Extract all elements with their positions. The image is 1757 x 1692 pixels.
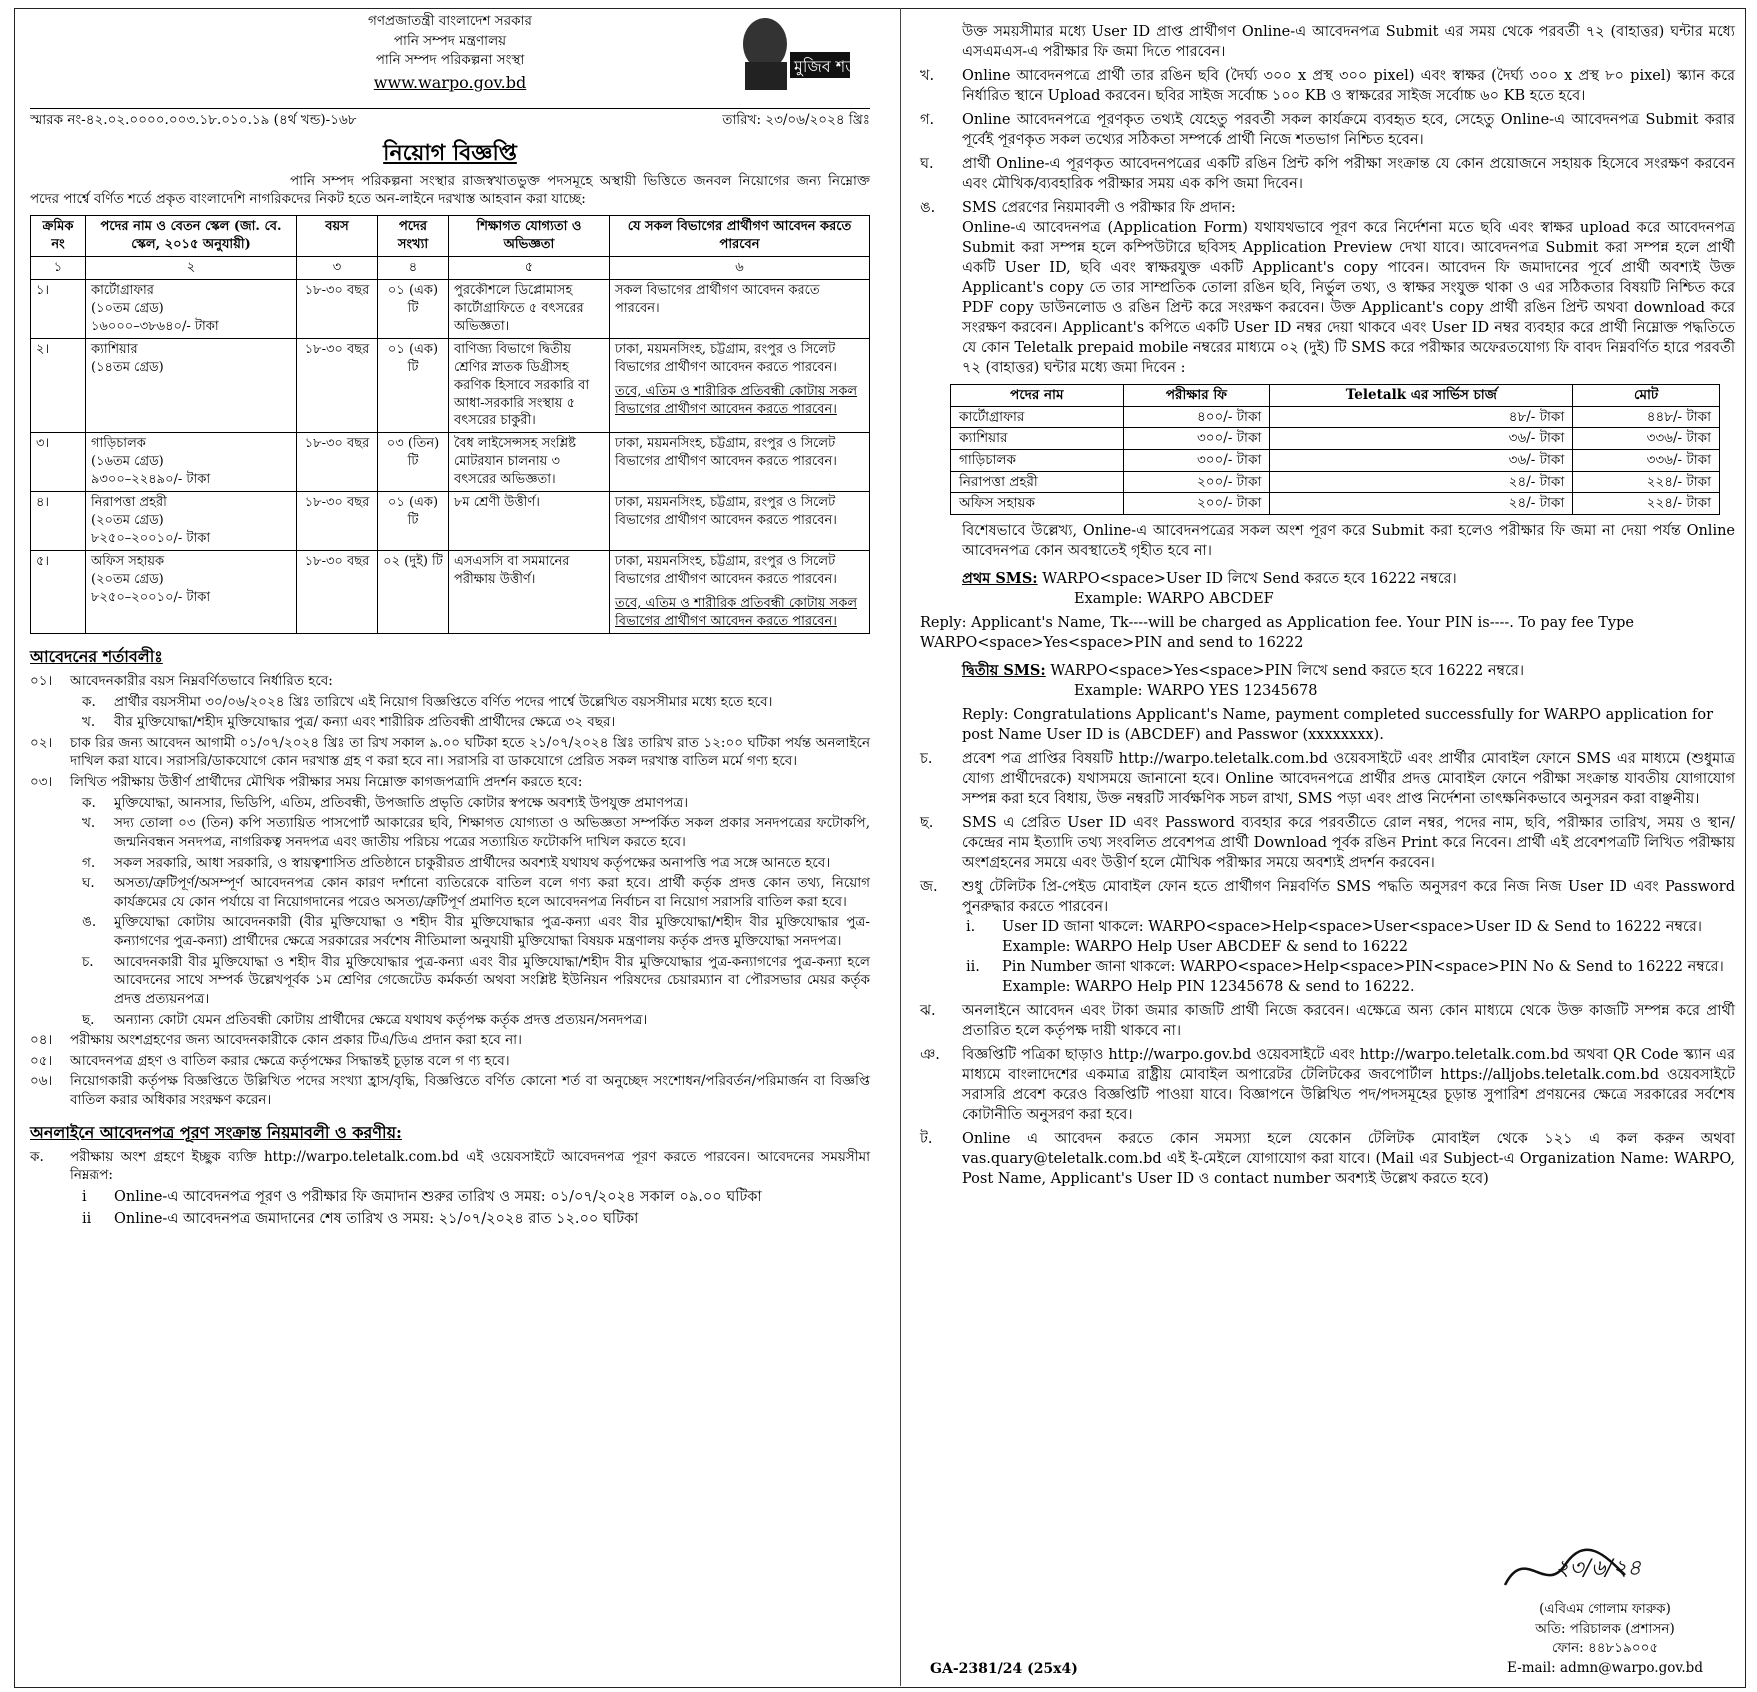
condition-subitem xyxy=(82,794,870,813)
post-scale: ৮২৫০–২০০১০/- টাকা xyxy=(91,589,211,605)
condition-item xyxy=(30,734,870,771)
condition-subitem xyxy=(82,874,870,911)
fee-service: ৪৮/- টাকা xyxy=(1270,406,1573,428)
memo-date: তারিখ: ২৩/০৬/২০২৪ খ্রিঃ xyxy=(722,111,870,128)
item-letter: ছ. xyxy=(920,814,934,831)
condition-item xyxy=(30,1052,870,1071)
subitem-letter: ঙ. xyxy=(82,914,97,931)
first-sms-text: WARPO<space>User ID লিখে Send করতে হবে 16222 নম্বরে। xyxy=(1042,570,1457,587)
row-divisions: ঢাকা, ময়মনসিংহ, চট্টগ্রাম, রংপুর ও সিলেট বিভাগের প্রার্থীগণ আবেদন করতে পারবেন। xyxy=(610,492,870,551)
col-number: ৬ xyxy=(610,256,870,279)
post-grade: (১৪তম গ্রেড) xyxy=(91,359,164,375)
condition-subitem xyxy=(82,693,870,712)
subitem-letter: i xyxy=(82,1188,87,1205)
row-divisions xyxy=(610,551,870,634)
row-divisions: সকল বিভাগের প্রার্থীগণ আবেদন করতে পারবেন। xyxy=(610,279,870,338)
recover-userid xyxy=(966,917,1735,957)
intro-paragraph: পানি সম্পদ পরিকল্পনা সংস্থার রাজস্বখাতভুক্ত পদসমূহে অস্থায়ী ভিত্তিতে জনবল নিয়োগের জন্য নিম্নোক্ত পদের পার্শ্বে বর্ণিত শর্তে প্রকৃত বাংলাদেশি নাগরিকদের নিকট হতে অন-লাইনে দরখাস্ত আহবান করা যাচ্ছে: xyxy=(30,172,870,208)
table-row xyxy=(31,551,870,634)
fee-post: কার্টোগ্রাফার xyxy=(951,406,1124,428)
table-row xyxy=(31,338,870,433)
item-number: ০৬। xyxy=(30,1073,53,1090)
col-header: পদের নাম ও বেতন স্কেল (জা. বে. স্কেল, ২০১৫ অনুযায়ী) xyxy=(86,216,297,257)
online-rule-ka xyxy=(30,1148,870,1185)
row-count: ০৩ (তিন) টি xyxy=(378,433,449,492)
fee-post: গাড়িচালক xyxy=(951,449,1124,471)
col-header: পরীক্ষার ফি xyxy=(1123,385,1270,407)
row-sl: ২। xyxy=(31,338,86,433)
signature-date: ২৩/৬/২৪ xyxy=(1555,1556,1642,1581)
subitem-letter: ক. xyxy=(82,693,96,710)
row-qualification: এসএসসি বা সমমানের পরীক্ষায় উত্তীর্ণ। xyxy=(449,551,610,634)
row-divisions xyxy=(610,338,870,433)
right-column xyxy=(920,18,1735,1193)
post-name: কার্টোগ্রাফার xyxy=(91,282,154,298)
recover-userid-text: User ID জানা থাকলে: WARPO<space>Help<space>User<space>User ID & Send to 16222 নম্বরে। xyxy=(1002,918,1702,935)
logo-text: মুজিব শতবর্ষ 100 xyxy=(794,57,911,76)
post-grade: (২০তম গ্রেড) xyxy=(91,571,164,587)
online-rule-i xyxy=(82,1187,870,1207)
table-row xyxy=(31,433,870,492)
condition-subitem xyxy=(82,913,870,950)
row-post xyxy=(86,492,297,551)
row-sl: ৩। xyxy=(31,433,86,492)
fee-total: ৩৩৬/- টাকা xyxy=(1573,428,1720,450)
fee-service: ২৪/- টাকা xyxy=(1270,493,1573,515)
signature-block xyxy=(1500,1600,1710,1678)
signer-email[interactable]: E-mail: admn@warpo.gov.bd xyxy=(1507,1659,1703,1676)
fee-service: ২৪/- টাকা xyxy=(1270,471,1573,493)
row-age: ১৮-৩০ বছর xyxy=(297,551,378,634)
first-sms xyxy=(962,569,1735,609)
item-text: নিয়োগকারী কর্তৃপক্ষ বিজ্ঞপ্তিতে উল্লিখিত পদের সংখ্যা হ্রাস/বৃদ্ধি, বিজ্ঞপ্তিতে বর্ণিত কোনো শর্ত বা অনুচ্ছেদ সংশোধন/পরিবর্তন/পরিমার্জন বা বিজ্ঞপ্তি বাতিল করার অধিকার সংরক্ষণ করেন। xyxy=(70,1073,870,1108)
recover-userid-example: Example: WARPO Help User ABCDEF & send to 16222 xyxy=(1002,938,1408,955)
row-count: ০১ (এক) টি xyxy=(378,338,449,433)
row-age: ১৮-৩০ বছর xyxy=(297,338,378,433)
subitem-letter: ii xyxy=(82,1210,92,1227)
row-age: ১৮-৩০ বছর xyxy=(297,279,378,338)
subitem-text: মুক্তিযোদ্ধা কোটায় আবেদনকারী (বীর মুক্তিযোদ্ধা ও শহীদ বীর মুক্তিযোদ্ধার পুত্র-কন্যা এবং বীর মুক্তিযোদ্ধা/শহীদ বীর মুক্তিযোদ্ধার পুত্র-কন্যাগণের পুত্র-কন্যা) প্রার্থীদের ক্ষেত্রে সরকারের সর্বশেষ নীতিমালা অনুযায়ী মুক্তিযোদ্ধা বিষয়ক মন্ত্রণালয় কর্তৃক প্রদত্ত মুক্তিযোদ্ধা সনদপত্র। xyxy=(114,914,870,949)
row-count: ০১ (এক) টি xyxy=(378,279,449,338)
table-row xyxy=(951,428,1720,450)
item-number: ০৫। xyxy=(30,1052,53,1069)
header-website[interactable]: www.warpo.gov.bd xyxy=(373,72,527,92)
item-text: SMS এ প্রেরিত User ID এবং Password ব্যবহার করে পরবর্তীতে রোল নম্বর, পদের নাম, ছবি, পরীক্ষার তারিখ, সময় ও স্থান/কেন্দ্রের নাম ইত্যাদি তথ্য সংবলিত প্রবেশপত্র প্রার্থী Download পূর্বক রঙিন Print করে নিবেন। প্রার্থী এই প্রবেশপত্রটি লিখিত পরীক্ষায় অংশগ্রহনের সময়ে এবং উত্তীর্ণ হলে মৌখিক পরীক্ষার সময়ে অবশ্যই প্রদর্শন করবেন। xyxy=(962,814,1735,871)
item-text: উক্ত সময়সীমার মধ্যে User ID প্রাপ্ত প্রার্থীগণ Online-এ আবেদনপত্র Submit এর সময় থেকে পরবর্তী ৭২ (বাহাত্তর) ঘন্টার মধ্যে এসএমএস-এ পরীক্ষার ফি জমা দিতে পারবেন। xyxy=(962,24,1735,60)
fee-service: ৩৬/- টাকা xyxy=(1270,428,1573,450)
online-rule-ta xyxy=(920,1129,1735,1189)
col-header: ক্রমিক নং xyxy=(31,216,86,257)
item-text: বিজ্ঞপ্তিটি পত্রিকা ছাড়াও http://warpo.gov.bd ওয়েবসাইটে এবং http://warpo.teletalk.com.bd অথবা QR Code স্ক্যান এর মাধ্যমে বাংলাদেশের একমাত্র রাষ্ট্রীয় মোবাইল অপারেটর টেলিটকের জবপোর্টাল https://alljobs.teletalk.com.bd ওয়েবসাইটে সরাসরি প্রবেশ করেও বিজ্ঞপ্তিটি পাওয়া যাবে। বিজ্ঞাপনে উল্লিখিত পদ/পদসমূহের চূড়ান্ত সুপারিশ প্রণয়নের ক্ষেত্রে সরকারের সর্বশেষ কোটানীতি অনুসরণ করা হবে। xyxy=(962,1046,1735,1123)
post-scale: ৮২৫০–২০০১০/- টাকা xyxy=(91,531,211,547)
col-header: Teletalk এর সার্ভিস চার্জ xyxy=(1270,385,1573,407)
subitem-text: মুক্তিযোদ্ধা, আনসার, ভিডিপি, এতিম, প্রতিবন্ধী, উপজাতি প্রভৃতি কোটার স্বপক্ষে অবশ্যই উপযুক্ত প্রমাণপত্র। xyxy=(114,794,689,811)
fee-exam: ২০০/- টাকা xyxy=(1123,471,1270,493)
fee-post: অফিস সহায়ক xyxy=(951,493,1124,515)
post-scale: ১৬০০০–৩৮৬৪০/- টাকা xyxy=(91,318,219,334)
reply-1: Reply: Applicant's Name, Tk----will be charged as Application fee. Your PIN is----. To pay fee Type WARPO<space>Yes<space>PIN and send to 16222 xyxy=(920,614,1634,651)
item-letter: ঘ. xyxy=(920,156,934,172)
jobs-table-header xyxy=(31,216,870,257)
item-text: আবেদনপত্র গ্রহণ ও বাতিল করার ক্ষেত্রে কর্তৃপক্ষের সিদ্ধান্তই চূড়ান্ত বলে গ ণ্য হবে। xyxy=(70,1052,510,1069)
reply-2: Reply: Congratulations Applicant's Name, payment completed successfully for WARPO application for post Name User ID is (ABCDEF) and Passwor (xxxxxxxx). xyxy=(962,706,1714,743)
item-number: ০৪। xyxy=(30,1032,53,1049)
post-grade: (১০তম গ্রেড) xyxy=(91,300,164,316)
subitem-text: আবেদনকারী বীর মুক্তিযোদ্ধা ও শহীদ বীর মুক্তিযোদ্ধার পুত্র-কন্যা এবং বীর মুক্তিযোদ্ধা/শহীদ বীর মুক্তিযোদ্ধার পুত্র-কন্যাগণের পুত্র-কন্যা হলে আবেদনের সাথে সম্পর্ক উল্লেখপূর্বক ১ম শ্রেণির গেজেটেড কর্মকর্তা অথবা সংশ্লিষ্ট ইউনিয়ন পরিষদের চেয়ারম্যান বা পৌরসভার মেয়র কর্তৃক প্রদত্ত প্রত্যয়নপত্র। xyxy=(114,953,870,1007)
subitem-text: সদ্য তোলা ০৩ (তিন) কপি সত্যায়িত পাসপোর্ট আকারের ছবি, শিক্ষাগত যোগ্যতা ও অভিজ্ঞতা সম্পর্কিত সকল প্রকার সনদপত্রের ফটোকপি, জন্মনিবন্ধন সনদপত্র, নাগরিকত্ব সনদপত্র এবং জাতীয় পরিচয় পত্রের সত্যায়িত ফটোকপি দাখিল করতে হবে। xyxy=(114,815,870,850)
col-header: বয়স xyxy=(297,216,378,257)
item-number: ০১। xyxy=(30,672,53,689)
item-text: অনলাইনে আবেদন এবং টাকা জমার কাজটি প্রার্থী নিজে করবেন। এক্ষেত্রে অন্য কোন মাধ্যমে থেকে উক্ত কাজটি সম্পন্ন করে প্রার্থী প্রতারিত হলে কর্তৃপক্ষ দায়ী থাকবে না। xyxy=(962,1002,1735,1039)
special-note: বিশেষভাবে উল্লেখ্য, Online-এ আবেদনপত্রের সকল অংশ পূরণ করে Submit করা হলেও পরীক্ষার ফি জমা না দেয়া পর্যন্ত Online আবেদনপত্র কোন অবস্থাতেই গৃহীত হবে না। xyxy=(962,522,1735,559)
header-line-3: পানি সম্পদ পরিকল্পনা সংস্থা xyxy=(375,52,525,69)
col-header: পদের নাম xyxy=(951,385,1124,407)
condition-subitem xyxy=(82,713,870,732)
row-count: ০২ (দুই) টি xyxy=(378,551,449,634)
left-column xyxy=(30,0,911,1231)
table-row xyxy=(31,492,870,551)
post-grade: (২০তম গ্রেড) xyxy=(91,513,164,529)
subitem-letter: ঘ. xyxy=(82,875,95,892)
condition-item xyxy=(30,1031,870,1050)
condition-subitem xyxy=(82,953,870,1009)
signer-phone: ফোন: ৪৪৮১৯০০৫ xyxy=(1551,1640,1659,1657)
subitem-text: সকল সরকারি, আধা সরকারি, ও স্বায়ত্বশাসিত প্রতিষ্ঠানে চাকুরীরত প্রার্থীদের অবশ্যই যথাযথ কর্তৃপক্ষের অনাপত্তি পত্র সঙ্গে আনতে হবে। xyxy=(114,854,831,871)
second-sms xyxy=(962,661,1735,701)
online-rule-ga xyxy=(920,110,1735,150)
item-letter: চ. xyxy=(920,750,933,767)
conditions-title: আবেদনের শর্তাবলীঃ xyxy=(30,646,163,666)
item-letter: ঞ. xyxy=(920,1046,940,1063)
second-sms-label: দ্বিতীয় SMS: xyxy=(962,661,1046,679)
item-letter: ক. xyxy=(30,1148,44,1165)
fee-exam: ৩০০/- টাকা xyxy=(1123,449,1270,471)
item-text: প্রার্থী Online-এ পূরণকৃত আবেদনপত্রের একটি রঙিন প্রিন্ট কপি পরীক্ষা সংক্রান্ত যে কোন প্রয়োজনে সহায়ক হিসেবে সংরক্ষণ করবেন এবং মৌখিক/ব্যবহারিক পরীক্ষার সময় এক কপি জমা দিবেন। xyxy=(962,156,1735,192)
item-letter: ট. xyxy=(920,1130,933,1147)
table-row xyxy=(951,493,1720,515)
division-text: ঢাকা, ময়মনসিংহ, চট্টগ্রাম, রংপুর ও সিলেট বিভাগের প্রার্থীগণ আবেদন করতে পারবেন। xyxy=(615,341,837,375)
row-post xyxy=(86,433,297,492)
post-name: অফিস সহায়ক xyxy=(91,554,165,570)
signer-designation: অতি: পরিচালক (প্রশাসন) xyxy=(1535,1620,1675,1637)
signer-name: (এবিএম গোলাম ফারুক) xyxy=(1539,1601,1671,1617)
row-qualification: ৮ম শ্রেণী উত্তীর্ণ। xyxy=(449,492,610,551)
item-text: আবেদনকারীর বয়স নিম্নবর্ণিতভাবে নির্ধারিত হবে: xyxy=(70,672,333,689)
item-text: প্রবেশ পত্র প্রাপ্তির বিষয়টি http://warpo.teletalk.com.bd ওয়েবসাইটে এবং প্রার্থীর মোবাইল ফোনে SMS এর মাধ্যমে (শুধুমাত্র যোগ্য প্রার্থীদেরকে) যথাসময়ে জানানো হবে। Online আবেদনপত্রে প্রার্থীর প্রদত্ত মোবাইল ফোনে পরীক্ষা সংক্রান্ত যাবতীয় যোগাযোগ সম্পন্ন করা হবে বিধায়, উক্ত নম্বরটি সার্বক্ষণিক সচল রাখা, SMS পড়া এবং প্রাপ্ত নির্দেশনা তাৎক্ষনিকভাবে অনুসরন করা বাঞ্ছনীয়। xyxy=(962,750,1735,807)
page-title: নিয়োগ বিজ্ঞপ্তি xyxy=(383,139,517,166)
online-rule-jha xyxy=(920,1001,1735,1041)
condition-subitem xyxy=(82,814,870,851)
fee-service: ৩৬/- টাকা xyxy=(1270,449,1573,471)
col-header: যে সকল বিভাগের প্রার্থীগণ আবেদন করতে পারবেন xyxy=(610,216,870,257)
row-qualification: বাণিজ্য বিভাগে দ্বিতীয় শ্রেণির স্নাতক ডিগ্রীসহ করণিক হিসাবে সরকারি বা আধা-সরকারি সংস্থায় ৫ বৎসরের চাকুরী। xyxy=(449,338,610,433)
col-number: ২ xyxy=(86,256,297,279)
mujib-borsho-logo xyxy=(720,12,911,92)
condition-subitem xyxy=(82,1011,870,1030)
row-count: ০১ (এক) টি xyxy=(378,492,449,551)
col-number: ৩ xyxy=(297,256,378,279)
table-row xyxy=(951,406,1720,428)
recover-pin-text: Pin Number জানা থাকলে: WARPO<space>Help<space>PIN<space>PIN No & Send to 16222 নম্বরে। xyxy=(1002,958,1724,975)
first-sms-label: প্রথম SMS: xyxy=(962,569,1038,587)
reference-line xyxy=(30,108,870,130)
item-number: ০৩। xyxy=(30,774,53,790)
post-name: গাড়িচালক xyxy=(91,436,146,452)
item-text: লিখিত পরীক্ষায় উত্তীর্ণ প্রার্থীদের মৌখিক পরীক্ষার সময় নিম্নোক্ত কাগজপত্রাদি প্রদর্শন করতে হবে: xyxy=(70,774,583,790)
online-rule-nga xyxy=(920,198,1735,378)
condition-subitem xyxy=(82,854,870,873)
fee-table xyxy=(950,384,1720,515)
row-sl: ১। xyxy=(31,279,86,338)
item-text: পরীক্ষায় অংশগ্রহণের জন্য আবেদনকারীকে কোন প্রকার টিএ/ডিএ প্রদান করা হবে না। xyxy=(70,1032,522,1049)
online-rule-nya xyxy=(920,1045,1735,1125)
header-line-1: গণপ্রজাতন্ত্রী বাংলাদেশ সরকার xyxy=(368,13,532,29)
item-number: ০২। xyxy=(30,734,53,751)
online-rule-cha xyxy=(920,749,1735,809)
fee-exam: ২০০/- টাকা xyxy=(1123,493,1270,515)
item-text: চাক রির জন্য আবেদন আগামী ০১/০৭/২০২৪ খ্রিঃ তা রিখ সকাল ৯.০০ ঘটিকা হতে ২১/০৭/২০২৪ খ্রিঃ তারিখ রাত ১২:০০ ঘটিকা পর্যন্ত অনলাইনে দাখিল করা যাবে। সরাসরি/ডাকযোগে কোন দরখাস্ত গ্রহ ণ করা হবে না। সরাসরি বা ডাকযোগে প্রেরিত সকল দরখাস্ত বাতিল মর্মে গণ্য হবে। xyxy=(70,734,870,770)
col-number: ৪ xyxy=(378,256,449,279)
online-rule-ja xyxy=(920,877,1735,997)
post-name: নিরাপত্তা প্রহরী xyxy=(91,495,167,511)
row-post xyxy=(86,551,297,634)
item-text: Online আবেদনপত্রে প্রার্থী তার রঙিন ছবি (দৈর্ঘ্য ৩০০ x প্রস্থ ৩০০ pixel) এবং স্বাক্ষর (দৈর্ঘ্য ৩০০ x প্রস্থ ৮০ pixel) স্ক্যান করে নির্ধারিত স্থানে Upload করবেন। ছবির সাইজ সর্বোচ্চ ১০০ KB ও স্বাক্ষরের সাইজ সর্বোচ্চ ৬০ KB হতে হবে। xyxy=(962,68,1735,104)
row-sl: ৫। xyxy=(31,551,86,634)
first-sms-example: Example: WARPO ABCDEF xyxy=(1074,590,1274,607)
online-rules-title: অনলাইনে আবেদনপত্র পূরণ সংক্রান্ত নিয়মাবলী ও করণীয়: xyxy=(30,1122,402,1142)
fee-total: ৩৩৬/- টাকা xyxy=(1573,449,1720,471)
item-text: শুধু টেলিটক প্রি-পেইড মোবাইল ফোন হতে প্রার্থীগণ নিম্নবর্ণিত SMS পদ্ধতি অনুসরণ করে নিজ নিজ User ID এবং Password পুনরুদ্ধার করতে পারবেন। xyxy=(962,878,1735,915)
column-divider xyxy=(900,8,901,1686)
condition-item xyxy=(30,672,870,691)
row-age: ১৮-৩০ বছর xyxy=(297,433,378,492)
fee-post: নিরাপত্তা প্রহরী xyxy=(951,471,1124,493)
post-scale: ৯৩০০–২২৪৯০/- টাকা xyxy=(91,472,211,488)
col-header: মোট xyxy=(1573,385,1720,407)
item-letter: ঝ. xyxy=(920,1002,936,1019)
jobs-table xyxy=(30,215,870,634)
condition-item xyxy=(30,1072,870,1109)
subitem-letter: i. xyxy=(966,918,976,935)
quota-note: তবে, এতিম ও শারীরিক প্রতিবন্ধী কোটায় সকল বিভাগের প্রার্থীগণ আবেদন করতে পারবেন। xyxy=(615,383,858,417)
item-letter: জ. xyxy=(920,878,938,895)
row-divisions: ঢাকা, ময়মনসিংহ, চট্টগ্রাম, রংপুর ও সিলেট বিভাগের প্রার্থীগণ আবেদন করতে পারবেন। xyxy=(610,433,870,492)
subitem-text: বীর মুক্তিযোদ্ধা/শহীদ মুক্তিযোদ্ধার পুত্র/ কন্যা এবং শারীরিক প্রতিবন্ধী প্রার্থীদের ক্ষেত্রে ৩২ বছর। xyxy=(114,714,616,731)
subitem-letter: ক. xyxy=(82,794,96,811)
recover-pin xyxy=(966,957,1735,997)
subitem-letter: ii. xyxy=(966,958,980,975)
sms-rules-title: SMS প্রেরণের নিয়মাবলী ও পরীক্ষার ফি প্রদান: xyxy=(962,200,1236,216)
row-sl: ৪। xyxy=(31,492,86,551)
post-name: ক্যাশিয়ার xyxy=(91,341,138,357)
subitem-text: প্রার্থীর বয়সসীমা ৩০/০৬/২০২৪ খ্রিঃ তারিখে এই নিয়োগ বিজ্ঞপ্তিতে বর্ণিত পদের পার্শ্বে উল্লেখিত বয়সসীমার মধ্যে হতে হবে। xyxy=(114,693,773,710)
online-rule-ii xyxy=(82,1209,870,1229)
memo-number: স্মারক নং-৪২.০২.০০০০.০০৩.১৮.০১০.১৯ (৪র্থ খন্ড)-১৬৮ xyxy=(30,111,357,128)
fee-exam: ৪০০/- টাকা xyxy=(1123,406,1270,428)
quota-note: তবে, এতিম ও শারীরিক প্রতিবন্ধী কোটায় সকল বিভাগের প্রার্থীগণ আবেদন করতে পারবেন। xyxy=(615,595,858,629)
subitem-letter: চ. xyxy=(82,953,94,970)
row-qualification: পুরকৌশলে ডিপ্লোমাসহ কার্টোগ্রাফিতে ৫ বৎসরের অভিজ্ঞতা। xyxy=(449,279,610,338)
online-rule-ka-cont xyxy=(920,22,1735,62)
online-rule-gha xyxy=(920,154,1735,194)
subitem-text: অসত্য/ত্রুটিপূর্ণ/অসম্পূর্ণ আবেদনপত্র কোন কারণ দর্শানো ব্যতিরেকে বাতিল বলে গণ্য করা হবে। প্রার্থী কর্তৃক প্রদত্ত কোন তথ্য, নিয়োগ কার্যক্রমের যে কোন পর্যায়ে বা নিয়োগদানের পরেও অসত্য/ত্রুটিপূর্ণ প্রমাণিত হলে আবেদনপত্র নির্বাচন বা নিয়োগ সরাসরি বাতিল করা হবে। xyxy=(114,875,870,910)
subitem-letter: খ. xyxy=(82,815,96,832)
fee-total: ২২৪/- টাকা xyxy=(1573,471,1720,493)
subitem-letter: গ. xyxy=(82,854,96,871)
subitem-text: Online-এ আবেদনপত্র জমাদানের শেষ তারিখ ও সময়: ২১/০৭/২০২৪ রাত ১২.০০ ঘটিকা xyxy=(114,1210,639,1227)
ga-code: GA-2381/24 (25x4) xyxy=(930,1661,1078,1677)
table-row xyxy=(31,279,870,338)
jobs-table-colnums xyxy=(31,256,870,279)
item-letter: গ. xyxy=(920,112,935,128)
second-sms-text: WARPO<space>Yes<space>PIN লিখে send করতে হবে 16222 নম্বরে। xyxy=(1050,662,1525,679)
item-letter: খ. xyxy=(920,68,935,84)
subitem-text: অন্যান্য কোটা যেমন প্রতিবন্ধী কোটায় প্রার্থীদের ক্ষেত্রে যথাযথ কর্তৃপক্ষ কর্তৃক প্রদত্ত প্রত্যয়ন/সনদপত্র। xyxy=(114,1011,648,1028)
item-text: পরীক্ষায় অংশ গ্রহণে ইচ্ছুক ব্যক্তি http://warpo.teletalk.com.bd এই ওয়েবসাইটে আবেদনপত্র পূরণ করতে পারবেন। আবেদনের সময়সীমা নিম্নরূপ: xyxy=(70,1148,870,1184)
item-letter: ঙ. xyxy=(920,200,936,216)
col-header: পদের সংখ্যা xyxy=(378,216,449,257)
subitem-letter: ছ. xyxy=(82,1011,95,1028)
online-rule-kha xyxy=(920,66,1735,106)
table-row xyxy=(951,471,1720,493)
condition-item xyxy=(30,773,870,792)
fee-total: ২২৪/- টাকা xyxy=(1573,493,1720,515)
row-post xyxy=(86,279,297,338)
row-age: ১৮-৩০ বছর xyxy=(297,492,378,551)
table-row xyxy=(951,449,1720,471)
sms-rules-text: Online-এ আবেদনপত্র (Application Form) যথাযথভাবে পূরণ করে নির্দেশনা মতে ছবি এবং স্বাক্ষর upload করে আবেদনপত্র Submit করা সম্পন্ন হলে কম্পিউটারে ছবিসহ Application Preview দেখা যাবে। আবেদনপত্র Submit করা সম্পন্ন হলে প্রার্থী একটি User ID, ছবি এবং স্বাক্ষরযুক্ত একটি Applicant's copy পাবেন। আবেদন ফি জমাদানের পূর্বে প্রার্থী অবশ্যই উক্ত Applicant's copy তে তার সাম্প্রতিক তোলা রঙিন ছবি, নির্ভুল তথ্য, ও স্বাক্ষর সংযুক্ত থাকা ও এর সঠিকতার বিষয়টি নিশ্চিত করে PDF copy ডাউনলোড ও রঙিন প্রিন্ট করে সংরক্ষণ করবেন। উক্ত Applicant's copy প্রার্থী রঙিন প্রিন্ট অথবা download করে সংরক্ষণ করবেন। Applicant's কপিতে একটি User ID নম্বর দেয়া থাকবে এবং User ID নম্বর ব্যবহার করে প্রার্থী নিম্নোক্ত পদ্ধতিতে যে কোন Teletalk prepaid mobile নম্বরের মাধ্যমে ০২ (দুই) টি SMS করে পরীক্ষার অফেরতযোগ্য ফি বাবদ নিম্নবর্ণিত হারে পরবর্তী ৭২ (বাহাত্তর) ঘন্টার মধ্যে জমা দিবেন : xyxy=(962,220,1735,376)
online-rule-chha xyxy=(920,813,1735,873)
subitem-letter: খ. xyxy=(82,714,96,731)
fee-exam: ৩০০/- টাকা xyxy=(1123,428,1270,450)
col-number: ১ xyxy=(31,256,86,279)
header-line-2: পানি সম্পদ মন্ত্রণালয় xyxy=(393,32,507,49)
fee-total: ৪৪৮/- টাকা xyxy=(1573,406,1720,428)
item-text: Online আবেদনপত্রে পূরণকৃত তথ্যই যেহেতু পরবর্তী সকল কার্যক্রমে ব্যবহৃত হবে, সেহেতু Online-এ আবেদনপত্র Submit করার পূর্বেই পূরণকৃত সকল তথ্যের সঠিকতা সম্পর্কে প্রার্থী নিজে শতভাগ নিশ্চিত হবেন। xyxy=(962,112,1735,148)
col-header: শিক্ষাগত যোগ্যতা ও অভিজ্ঞতা xyxy=(449,216,610,257)
fee-post: ক্যাশিয়ার xyxy=(951,428,1124,450)
subitem-text: Online-এ আবেদনপত্র পূরণ ও পরীক্ষার ফি জমাদান শুরুর তারিখ ও সময়: ০১/০৭/২০২৪ সকাল ০৯.০০ ঘটিকা xyxy=(114,1188,762,1205)
row-post xyxy=(86,338,297,433)
second-sms-example: Example: WARPO YES 12345678 xyxy=(1074,682,1318,699)
post-grade: (১৬তম গ্রেড) xyxy=(91,454,164,470)
item-text: Online এ আবেদন করতে কোন সমস্যা হলে যেকোন টেলিটক মোবাইল থেকে ১২১ এ কল করুন অথবা vas.quary@teletalk.com.bd এই ই-মেইলে যোগাযোগ করা যাবে। (Mail এর Subject-এ Organization Name: WARPO, Post Name, Applicant's User ID ও contact number অবশ্যই উল্লেখ করতে হবে) xyxy=(962,1130,1735,1187)
row-qualification: বৈধ লাইসেন্সসহ সংশ্লিষ্ট মোটরযান চালনায় ৩ বৎসরের অভিজ্ঞতা। xyxy=(449,433,610,492)
col-number: ৫ xyxy=(449,256,610,279)
recover-pin-example: Example: WARPO Help PIN 12345678 & send to 16222. xyxy=(1002,978,1415,995)
fee-table-header xyxy=(951,385,1720,407)
division-text: ঢাকা, ময়মনসিংহ, চট্টগ্রাম, রংপুর ও সিলেট বিভাগের প্রার্থীগণ আবেদন করতে পারবেন। xyxy=(615,554,837,587)
